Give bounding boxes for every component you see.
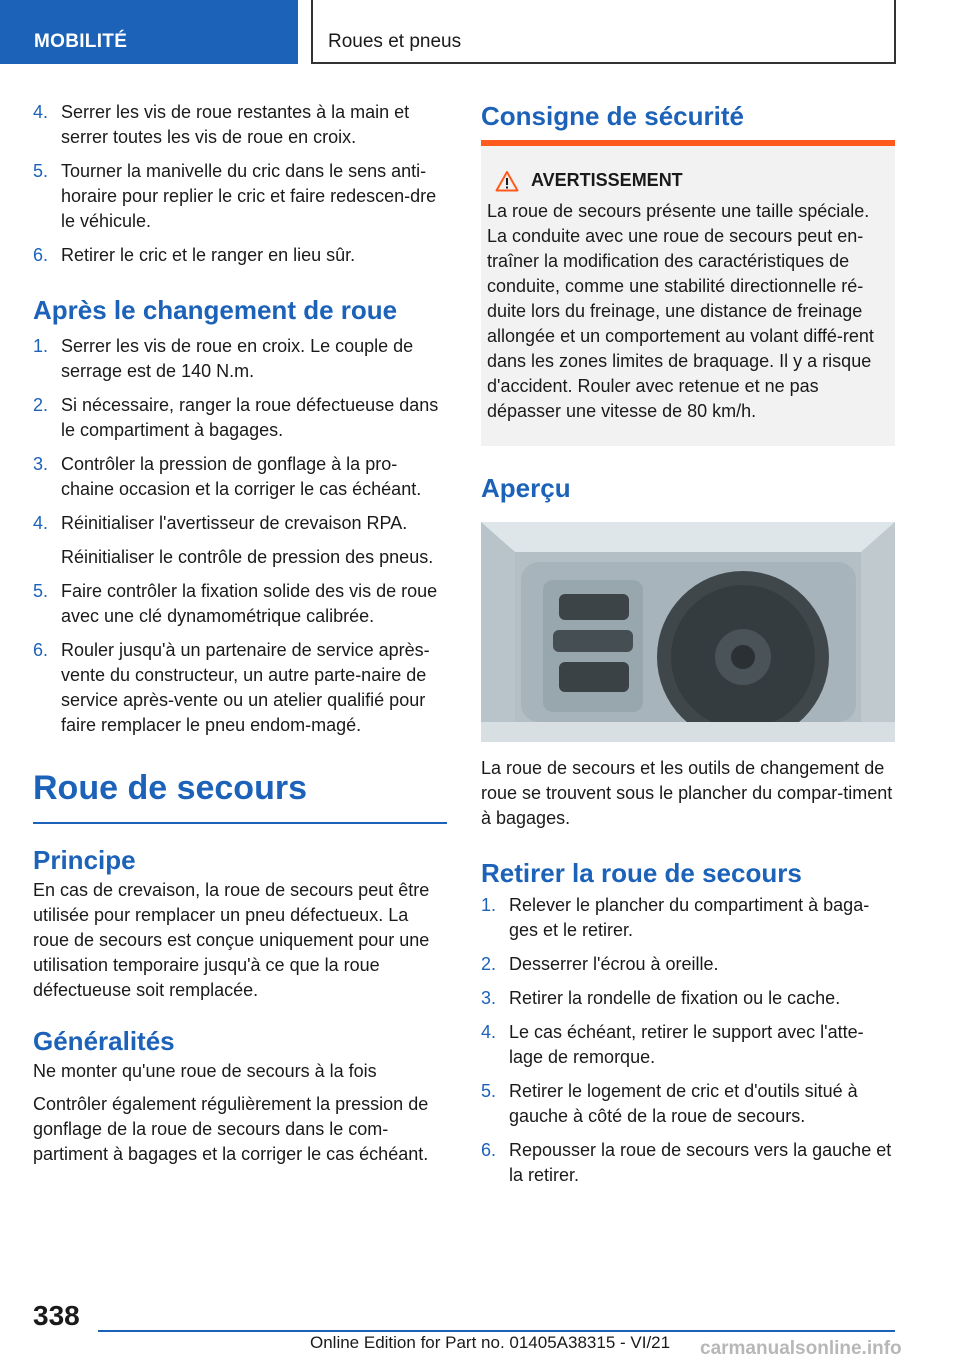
- chapter-title: Roues et pneus: [311, 0, 896, 64]
- list-item: 4. Serrer les vis de roue restantes à la main et serrer toutes les vis de roue en croix.: [33, 102, 410, 147]
- warning-header: [487, 168, 889, 193]
- spare-wheel-photo: [481, 522, 895, 742]
- left-column: [33, 100, 447, 1175]
- edition-text: Online Edition for Part no. 01405A38315 - VI/21: [310, 1333, 671, 1352]
- overview-text: La roue de secours et les outils de changement de roue se trouvent sous le plancher du compar-timent à bagages.: [481, 758, 893, 828]
- generalites-heading: Généralités: [33, 1026, 175, 1056]
- steps-list-c: [33, 579, 447, 738]
- page-header: [0, 0, 960, 66]
- list-item: 2. Desserrer l'écrou à oreille.: [481, 954, 719, 974]
- remove-steps-list: [481, 893, 895, 1188]
- list-item: 4. Réinitialiser l'avertisseur de crevaison RPA.: [33, 513, 408, 533]
- list-item: 6. Repousser la roue de secours vers la gauche et la retirer.: [481, 1140, 892, 1185]
- watermark: carmanualsonline.info: [700, 1338, 902, 1359]
- list-item: 1. Relever le plancher du compartiment à baga-ges et le retirer.: [481, 895, 870, 940]
- list-item: 3. Contrôler la pression de gonflage à la pro-chaine occasion et la corriger le cas échéant.: [33, 454, 422, 499]
- step-subparagraph: Réinitialiser le contrôle de pression des pneus.: [61, 547, 434, 567]
- steps-list-b: [33, 334, 447, 536]
- list-item: 5. Tourner la manivelle du cric dans le sens anti-horaire pour replier le cric et faire redescen-dre le véhicule.: [33, 161, 437, 231]
- list-item: 6. Retirer le cric et le ranger en lieu sûr.: [33, 245, 356, 265]
- list-item: 5. Faire contrôler la fixation solide des vis de roue avec une clé dynamométrique calibrée.: [33, 581, 438, 626]
- overview-heading: Aperçu: [481, 473, 571, 503]
- principe-heading: Principe: [33, 845, 136, 875]
- list-item: 5. Retirer le logement de cric et d'outils situé à gauche à côté de la roue de secours.: [481, 1081, 858, 1126]
- generalites-text-1: Ne monter qu'une roue de secours à la fois: [33, 1061, 377, 1081]
- page-number: 338: [33, 1300, 80, 1331]
- warning-box: [481, 146, 895, 446]
- footer-rule: [98, 1330, 895, 1332]
- right-column: [481, 100, 895, 1197]
- list-item: 6. Rouler jusqu'à un partenaire de service après-vente du constructeur, un autre parte-naire de service après-vente ou un atelier qualifié pour faire remplacer le pneu endom-magé.: [33, 640, 430, 735]
- list-item: 3. Retirer la rondelle de fixation ou le cache.: [481, 988, 841, 1008]
- generalites-text-2: Contrôler également régulièrement la pression de gonflage de la roue de secours dans le com-partiment à bagages et la corriger le cas échéant.: [33, 1094, 429, 1164]
- safety-heading: Consigne de sécurité: [481, 101, 744, 131]
- remove-spare-heading: Retirer la roue de secours: [481, 858, 802, 888]
- after-change-heading: Après le changement de roue: [33, 295, 398, 325]
- list-item: 4. Le cas échéant, retirer le support avec l'atte-lage de remorque.: [481, 1022, 864, 1067]
- principe-text: En cas de crevaison, la roue de secours peut être utilisée pour remplacer un pneu défectueux. La roue de secours est conçue uniquement pour une utilisation temporaire jusqu'à ce que la roue défectueuse soit remplacée.: [33, 880, 430, 1000]
- section-tab: MOBILITÉ: [0, 0, 298, 64]
- section-heading-roue-de-secours: Roue de secours: [33, 768, 447, 824]
- warning-title: AVERTISSEMENT: [531, 170, 683, 190]
- steps-list-a: [33, 100, 447, 268]
- list-item: 1. Serrer les vis de roue en croix. Le couple de serrage est de 140 N.m.: [33, 336, 414, 381]
- list-item: 2. Si nécessaire, ranger la roue défectueuse dans le compartiment à bagages.: [33, 395, 439, 440]
- warning-text: La roue de secours présente une taille spéciale. La conduite avec une roue de secours peut en-traîner la modification des caractéristiques de conduite, comme une stabilité directionnelle ré-duite lors du freinage, une distance de freinage allongée et un comportement au volant diffé-rent dans les zones limites de braquage. Il y a risque d'accident. Rouler avec retenue et ne pas dépasser une vitesse de 80 km/h.: [487, 201, 874, 421]
- warning-triangle-icon: [495, 170, 519, 192]
